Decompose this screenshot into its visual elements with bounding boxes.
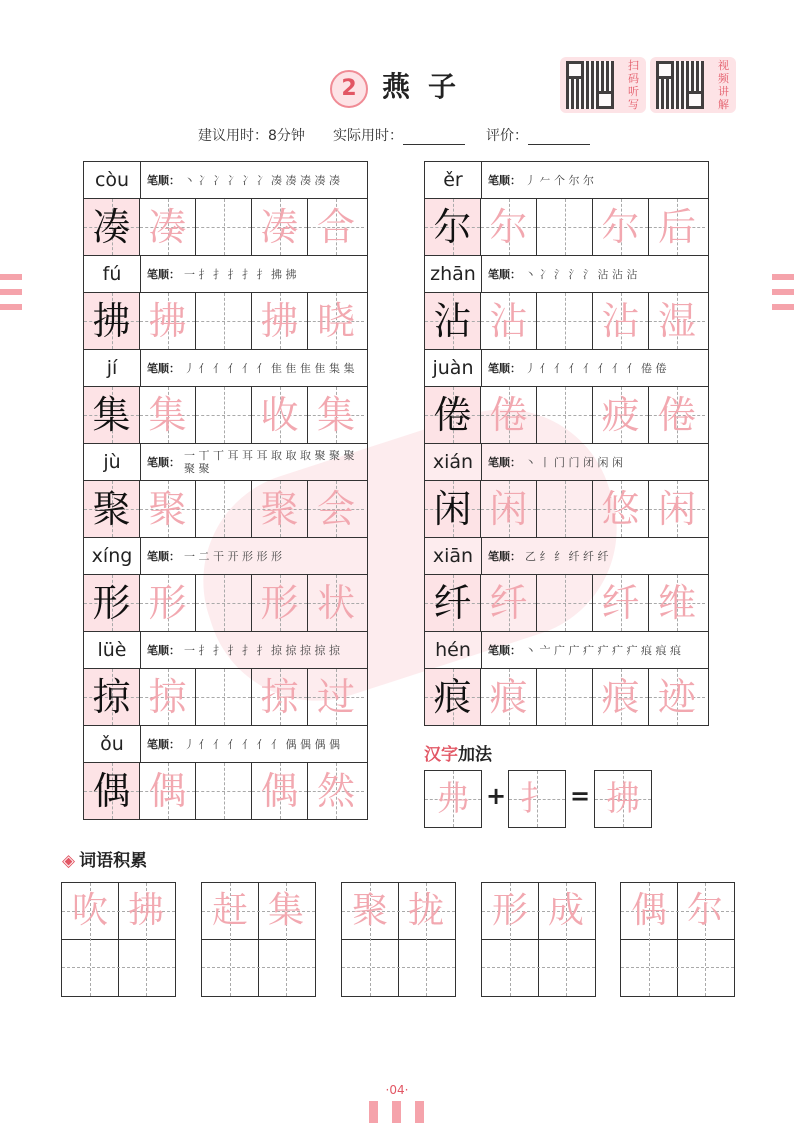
stroke-order (141, 350, 367, 386)
pinyin-row (425, 256, 708, 293)
word-char-2-text: 状 (316, 581, 355, 625)
practice-cell[interactable] (537, 575, 593, 631)
stroke-sequence: 一 二 干 开 形 形 形 (184, 549, 282, 563)
trace-character (140, 481, 196, 537)
stroke-order (141, 538, 367, 574)
word-char-2-text: 过 (316, 675, 355, 719)
word-char-2-text: 闲 (657, 487, 696, 531)
stroke-sequence: 丿 𠂉 个 尔 尔 (525, 173, 594, 187)
practice-cell[interactable] (537, 199, 593, 255)
model-character (425, 481, 481, 537)
plus-sign: + (486, 782, 507, 810)
stroke-sequence: 丶 亠 广 广 疒 疒 疒 疒 痕 痕 痕 (525, 643, 681, 657)
word-char-2-text: 会 (316, 487, 355, 531)
word-char-2 (649, 199, 705, 255)
model-character (84, 481, 140, 537)
pinyin: lüè (84, 632, 141, 668)
vocab-char-2: 拢 (407, 890, 444, 931)
lesson-title: 燕子 (382, 70, 475, 103)
trace-character-text: 拂 (148, 299, 187, 343)
vocab-char-1: 形 (491, 890, 528, 931)
addition-title-b: 加法 (458, 745, 492, 765)
practice-cell[interactable] (537, 481, 593, 537)
stroke-sequence: 一 丅 丅 耳 耳 耳 取 取 取 聚 聚 聚 聚 聚 (184, 449, 355, 475)
pinyin: xíng (84, 538, 141, 574)
word-char-1 (593, 669, 649, 725)
word-char-1 (593, 387, 649, 443)
vocab-title-text: 词语积累 (79, 851, 148, 871)
stroke-order (141, 162, 367, 198)
trace-character-text: 偶 (148, 769, 187, 813)
character-row (84, 293, 367, 350)
addition-result (594, 770, 652, 828)
stroke-order (482, 538, 708, 574)
model-character-text: 形 (92, 581, 131, 625)
model-character-text: 沾 (433, 299, 472, 343)
model-character (425, 199, 481, 255)
stroke-sequence: 一 扌 扌 扌 扌 扌 拂 拂 (184, 267, 297, 281)
word-char-2-text: 湿 (657, 299, 696, 343)
vocab-char-2: 拂 (127, 890, 164, 931)
addition-result-char: 拂 (606, 779, 640, 819)
stroke-label: 笔顺： (147, 455, 180, 469)
word-char-1 (252, 669, 308, 725)
word-char-1 (252, 387, 308, 443)
word-char-1-text: 偶 (260, 769, 299, 813)
trace-character-text: 倦 (489, 393, 528, 437)
right-side-decoration (772, 274, 794, 319)
practice-cell[interactable] (537, 387, 593, 443)
word-char-1-text: 收 (260, 393, 299, 437)
word-char-2 (308, 481, 364, 537)
qr-video[interactable] (650, 57, 736, 113)
trace-character (140, 199, 196, 255)
stroke-sequence: 乙 纟 纟 纤 纤 纤 (525, 549, 609, 563)
character-row (425, 481, 708, 538)
pinyin: jù (84, 444, 141, 480)
stroke-order (141, 256, 367, 292)
model-character-text: 闲 (433, 487, 472, 531)
trace-character-text: 掠 (148, 675, 187, 719)
pinyin-row (425, 162, 708, 199)
word-char-1 (593, 575, 649, 631)
evaluation-label: 评价： (486, 128, 528, 144)
trace-character (481, 575, 537, 631)
vocab-title (62, 846, 147, 871)
model-character-text: 纤 (433, 581, 472, 625)
lesson-number-badge: 2 (330, 70, 368, 108)
pinyin: hén (425, 632, 482, 668)
left-side-decoration (0, 274, 22, 319)
model-character-text: 尔 (433, 205, 472, 249)
stroke-sequence: 丿 亻 亻 亻 亻 亻 亻 偶 偶 偶 偶 (184, 737, 340, 751)
trace-character-text: 纤 (489, 581, 528, 625)
word-char-1-text: 痕 (601, 675, 640, 719)
stroke-label: 笔顺： (147, 173, 180, 187)
pinyin-row (425, 444, 708, 481)
model-character-text: 倦 (433, 393, 472, 437)
pinyin-row (84, 444, 367, 481)
stroke-sequence: 丿 亻 亻 亻 亻 亻 亻 亻 倦 倦 (525, 361, 667, 375)
word-char-1 (252, 199, 308, 255)
model-character-text: 偶 (92, 769, 131, 813)
word-char-2-text: 倦 (657, 393, 696, 437)
actual-time-field[interactable] (403, 130, 465, 145)
character-row (425, 387, 708, 444)
word-char-1 (252, 481, 308, 537)
practice-cell[interactable] (196, 293, 252, 349)
word-char-1-text: 掠 (260, 675, 299, 719)
addition-title-a: 汉字 (424, 745, 458, 765)
qr-video-label: 视频讲解 (718, 59, 729, 111)
actual-time (333, 125, 465, 145)
actual-time-label: 实际用时： (333, 128, 403, 144)
word-char-2 (649, 387, 705, 443)
pinyin-row (425, 538, 708, 575)
left-character-grid (83, 161, 368, 820)
stroke-order (141, 632, 367, 668)
vocab-box[interactable] (61, 882, 176, 997)
word-char-1-text: 沾 (601, 299, 640, 343)
word-char-2 (308, 293, 364, 349)
pinyin: juàn (425, 350, 482, 386)
word-char-1-text: 聚 (260, 487, 299, 531)
trace-character (140, 763, 196, 819)
trace-character-text: 凑 (148, 205, 187, 249)
stroke-order (141, 444, 367, 480)
character-row (84, 669, 367, 726)
pinyin-row (84, 162, 367, 199)
word-char-2 (308, 669, 364, 725)
model-character (84, 669, 140, 725)
model-character (425, 575, 481, 631)
stroke-order (482, 350, 708, 386)
vocab-char-1: 偶 (630, 890, 667, 931)
qr-code-icon (656, 61, 704, 109)
word-char-2-text: 集 (316, 393, 355, 437)
character-row (84, 481, 367, 538)
word-char-2 (308, 199, 364, 255)
addition-part2 (508, 770, 566, 828)
model-character (84, 199, 140, 255)
pinyin: xiān (425, 538, 482, 574)
suggested-time: 建议用时：8分钟 (198, 128, 305, 144)
practice-cell[interactable] (196, 481, 252, 537)
model-character-text: 拂 (92, 299, 131, 343)
word-char-1 (593, 481, 649, 537)
character-row (84, 199, 367, 256)
pinyin-row (84, 632, 367, 669)
model-character-text: 痕 (433, 675, 472, 719)
right-character-grid (424, 161, 709, 726)
pinyin: xián (425, 444, 482, 480)
character-row (425, 293, 708, 350)
evaluation (486, 125, 590, 145)
pinyin-row (425, 350, 708, 387)
trace-character (140, 575, 196, 631)
stroke-label: 笔顺： (147, 737, 180, 751)
practice-cell[interactable] (196, 763, 252, 819)
word-char-1-text: 疲 (601, 393, 640, 437)
model-character (84, 293, 140, 349)
stroke-label: 笔顺： (488, 549, 521, 563)
word-char-2-text: 迹 (657, 675, 696, 719)
practice-cell[interactable] (196, 669, 252, 725)
model-character (84, 575, 140, 631)
stroke-sequence: 丶 冫 冫 冫 冫 冫 凑 凑 凑 凑 凑 (184, 173, 340, 187)
vocab-box[interactable] (620, 882, 735, 997)
pinyin: fú (84, 256, 141, 292)
character-row (425, 669, 708, 725)
qr-dictation[interactable] (560, 57, 646, 113)
addition-part1 (424, 770, 482, 828)
qr-code-icon (566, 61, 614, 109)
trace-character (481, 669, 537, 725)
stroke-order (141, 726, 367, 762)
stroke-sequence: 丿 亻 亻 亻 亻 亻 隹 隹 隹 隹 集 集 (184, 361, 355, 375)
stroke-label: 笔顺： (147, 267, 180, 281)
diamond-icon: ◈ (62, 851, 76, 871)
vocab-char-1: 吹 (71, 890, 108, 931)
vocab-char-2: 尔 (686, 890, 723, 931)
stroke-sequence: 一 扌 扌 扌 扌 扌 掠 掠 掠 掠 掠 (184, 643, 340, 657)
trace-character-text: 沾 (489, 299, 528, 343)
practice-cell[interactable] (537, 669, 593, 725)
vocab-char-2: 成 (547, 890, 584, 931)
pinyin: ěr (425, 162, 482, 198)
trace-character (140, 387, 196, 443)
model-character (84, 763, 140, 819)
bottom-decoration (369, 1101, 438, 1127)
word-char-1 (252, 575, 308, 631)
pinyin-row (84, 350, 367, 387)
stroke-label: 笔顺： (488, 361, 521, 375)
practice-cell[interactable] (196, 575, 252, 631)
trace-character-text: 尔 (489, 205, 528, 249)
addition-part1-char: 弗 (436, 779, 470, 819)
word-char-1 (593, 293, 649, 349)
addition-title (424, 740, 492, 765)
word-char-2-text: 晓 (316, 299, 355, 343)
trace-character (481, 199, 537, 255)
addition-part2-char: 扌 (520, 779, 554, 819)
word-char-1-text: 形 (260, 581, 299, 625)
stroke-order (482, 632, 708, 668)
practice-cell[interactable] (196, 199, 252, 255)
practice-cell[interactable] (537, 293, 593, 349)
trace-character-text: 形 (148, 581, 187, 625)
character-row (425, 575, 708, 632)
word-char-1 (593, 199, 649, 255)
word-char-2 (308, 575, 364, 631)
word-char-2-text: 后 (657, 205, 696, 249)
model-character-text: 凑 (92, 205, 131, 249)
character-row (84, 387, 367, 444)
trace-character (140, 669, 196, 725)
pinyin: zhān (425, 256, 482, 292)
model-character-text: 掠 (92, 675, 131, 719)
vocab-box[interactable] (201, 882, 316, 997)
word-char-2 (308, 763, 364, 819)
vocab-box[interactable] (341, 882, 456, 997)
stroke-label: 笔顺： (488, 455, 521, 469)
stroke-order (482, 162, 708, 198)
vocab-char-1: 赶 (211, 890, 248, 931)
model-character (84, 387, 140, 443)
stroke-label: 笔顺： (147, 549, 180, 563)
word-char-1 (252, 763, 308, 819)
word-char-2 (649, 293, 705, 349)
character-row (425, 199, 708, 256)
stroke-label: 笔顺： (147, 643, 180, 657)
trace-character (481, 293, 537, 349)
model-character (425, 387, 481, 443)
pinyin: ǒu (84, 726, 141, 762)
model-character (425, 669, 481, 725)
stroke-sequence: 丶 丨 门 门 闭 闲 闲 (525, 455, 623, 469)
pinyin-row (84, 538, 367, 575)
page-number-text: 04 (389, 1083, 405, 1097)
trace-character (140, 293, 196, 349)
word-char-1-text: 纤 (601, 581, 640, 625)
character-row (84, 763, 367, 819)
word-char-1-text: 拂 (260, 299, 299, 343)
pinyin: còu (84, 162, 141, 198)
stroke-order (482, 256, 708, 292)
evaluation-field[interactable] (528, 130, 590, 145)
trace-character-text: 痕 (489, 675, 528, 719)
word-char-2-text: 然 (316, 769, 355, 813)
stroke-label: 笔顺： (488, 173, 521, 187)
word-char-2-text: 维 (657, 581, 696, 625)
qr-dictation-label: 扫码听写 (628, 59, 639, 111)
word-char-2 (649, 481, 705, 537)
pinyin-row (84, 726, 367, 763)
stroke-label: 笔顺： (488, 267, 521, 281)
practice-cell[interactable] (196, 387, 252, 443)
stroke-sequence: 丶 冫 氵 氵 氵 沾 沾 沾 (525, 267, 638, 281)
stroke-label: 笔顺： (488, 643, 521, 657)
vocab-box[interactable] (481, 882, 596, 997)
trace-character-text: 闲 (489, 487, 528, 531)
model-character-text: 聚 (92, 487, 131, 531)
vocab-char-1: 聚 (351, 890, 388, 931)
stroke-order (482, 444, 708, 480)
trace-character (481, 387, 537, 443)
word-char-2 (649, 575, 705, 631)
word-char-2 (649, 669, 705, 725)
word-char-1 (252, 293, 308, 349)
word-char-1-text: 凑 (260, 205, 299, 249)
vocab-char-2: 集 (267, 890, 304, 931)
pinyin-row (84, 256, 367, 293)
model-character (425, 293, 481, 349)
word-char-1-text: 尔 (601, 205, 640, 249)
word-char-2-text: 合 (316, 205, 355, 249)
character-row (84, 575, 367, 632)
stroke-label: 笔顺： (147, 361, 180, 375)
trace-character-text: 集 (148, 393, 187, 437)
word-char-1-text: 悠 (601, 487, 640, 531)
pinyin-row (425, 632, 708, 669)
pinyin: jí (84, 350, 141, 386)
model-character-text: 集 (92, 393, 131, 437)
word-char-2 (308, 387, 364, 443)
page-number: ·04· (385, 1083, 409, 1097)
trace-character (481, 481, 537, 537)
trace-character-text: 聚 (148, 487, 187, 531)
equals-sign: = (570, 782, 591, 810)
